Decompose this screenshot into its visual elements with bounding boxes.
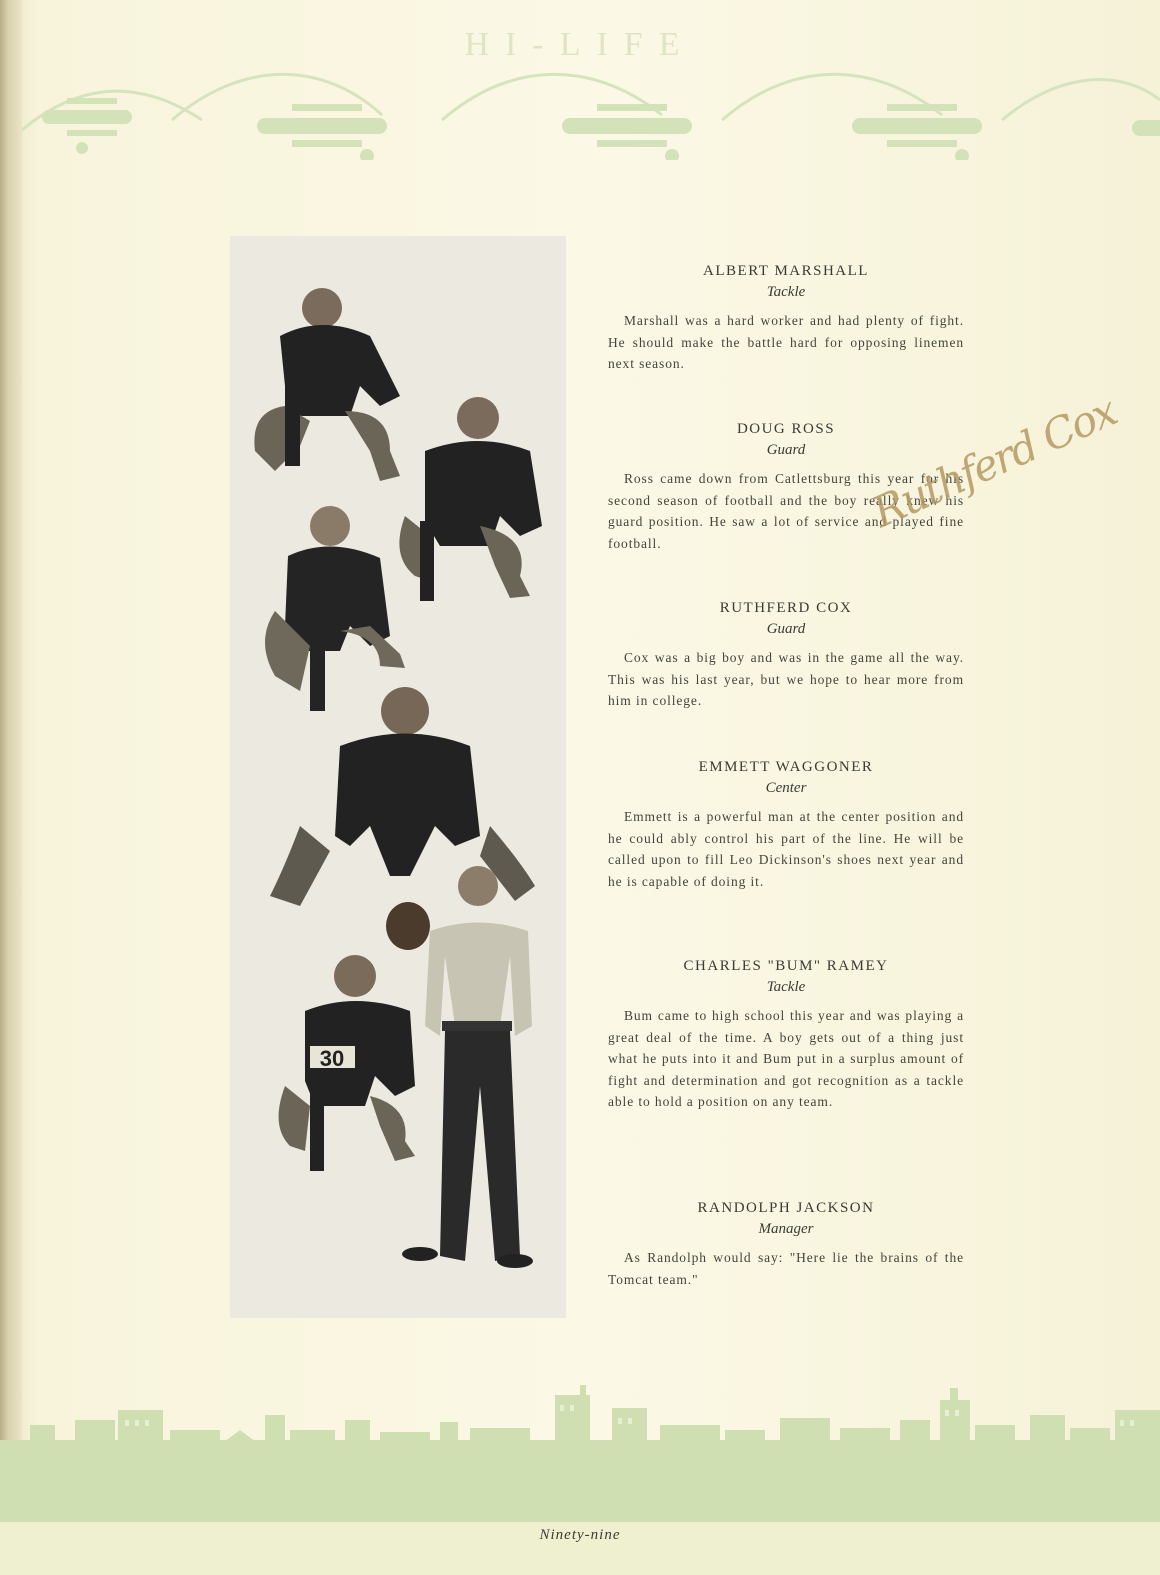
page-number: Ninety-nine (539, 1527, 621, 1543)
bio-charles-ramey (608, 955, 964, 1113)
airplane-icon (257, 104, 387, 160)
city-skyline-ornament (0, 1370, 1160, 1522)
bio-name: DOUG ROSS (736, 421, 836, 437)
bio-position: Guard (766, 442, 806, 458)
bio-text: Marshall was a hard worker and had plenty of fight. He should make the battle hard for opposing linemen next season. (608, 313, 964, 371)
bio-randolph-jackson (608, 1197, 964, 1290)
bio-name: CHARLES "BUM" RAMEY (683, 958, 889, 974)
player-photo-waggoner (270, 687, 535, 950)
book-spine-edge (0, 0, 22, 1575)
bio-position: Center (765, 780, 807, 796)
player-photo-ramey (279, 955, 415, 1171)
bio-text: Ross came down from Catlettsburg this year for his second season of football and the boy really knew his guard position. He saw a lot of service and played fine football. (608, 471, 964, 551)
bio-position: Tackle (766, 979, 806, 995)
bio-position: Tackle (766, 284, 806, 300)
bio-name: RANDOLPH JACKSON (697, 1200, 875, 1216)
bio-text: As Randolph would say: "Here lie the brains of the Tomcat team." (608, 1250, 964, 1287)
bio-name: RUTHFERD COX (719, 600, 853, 616)
jersey-number: 30 (319, 1046, 345, 1071)
handwritten-signature: Ruthferd Cox (865, 386, 1123, 537)
bio-text: Cox was a big boy and was in the game all the way. This was his last year, but we hope to hear more from him in college. (608, 650, 964, 708)
player-photo-ross (399, 397, 542, 601)
bio-albert-marshall (608, 260, 964, 375)
running-head: HI-LIFE (464, 26, 696, 63)
player-photo-marshall (254, 288, 400, 481)
airplane-icon (852, 104, 982, 160)
bio-text: Bum came to high school this year and was playing a great deal of the time. A boy gets out of a thing just what he puts into it and Bum put in a surplus amount of fight and determination and got recognition as a tackle able to hold a position on any team. (608, 1008, 964, 1109)
bio-position: Guard (766, 621, 806, 637)
player-photo-cox (265, 506, 405, 711)
bio-ruthferd-cox (608, 597, 964, 712)
bio-text: Emmett is a powerful man at the center position and he could ably control his part of the line. He will be called upon to fill Leo Dickinson's shoes next year and he is capable of doing it. (608, 809, 964, 889)
bio-name: ALBERT MARSHALL (703, 263, 869, 279)
team-photo-collage (230, 236, 566, 1318)
airplane-border-ornament (22, 60, 1160, 160)
bio-name: EMMETT WAGGONER (698, 759, 874, 775)
airplane-icon (1132, 120, 1160, 136)
bio-position: Manager (758, 1221, 814, 1237)
airplane-icon (562, 104, 692, 160)
bio-emmett-waggoner (608, 756, 964, 892)
